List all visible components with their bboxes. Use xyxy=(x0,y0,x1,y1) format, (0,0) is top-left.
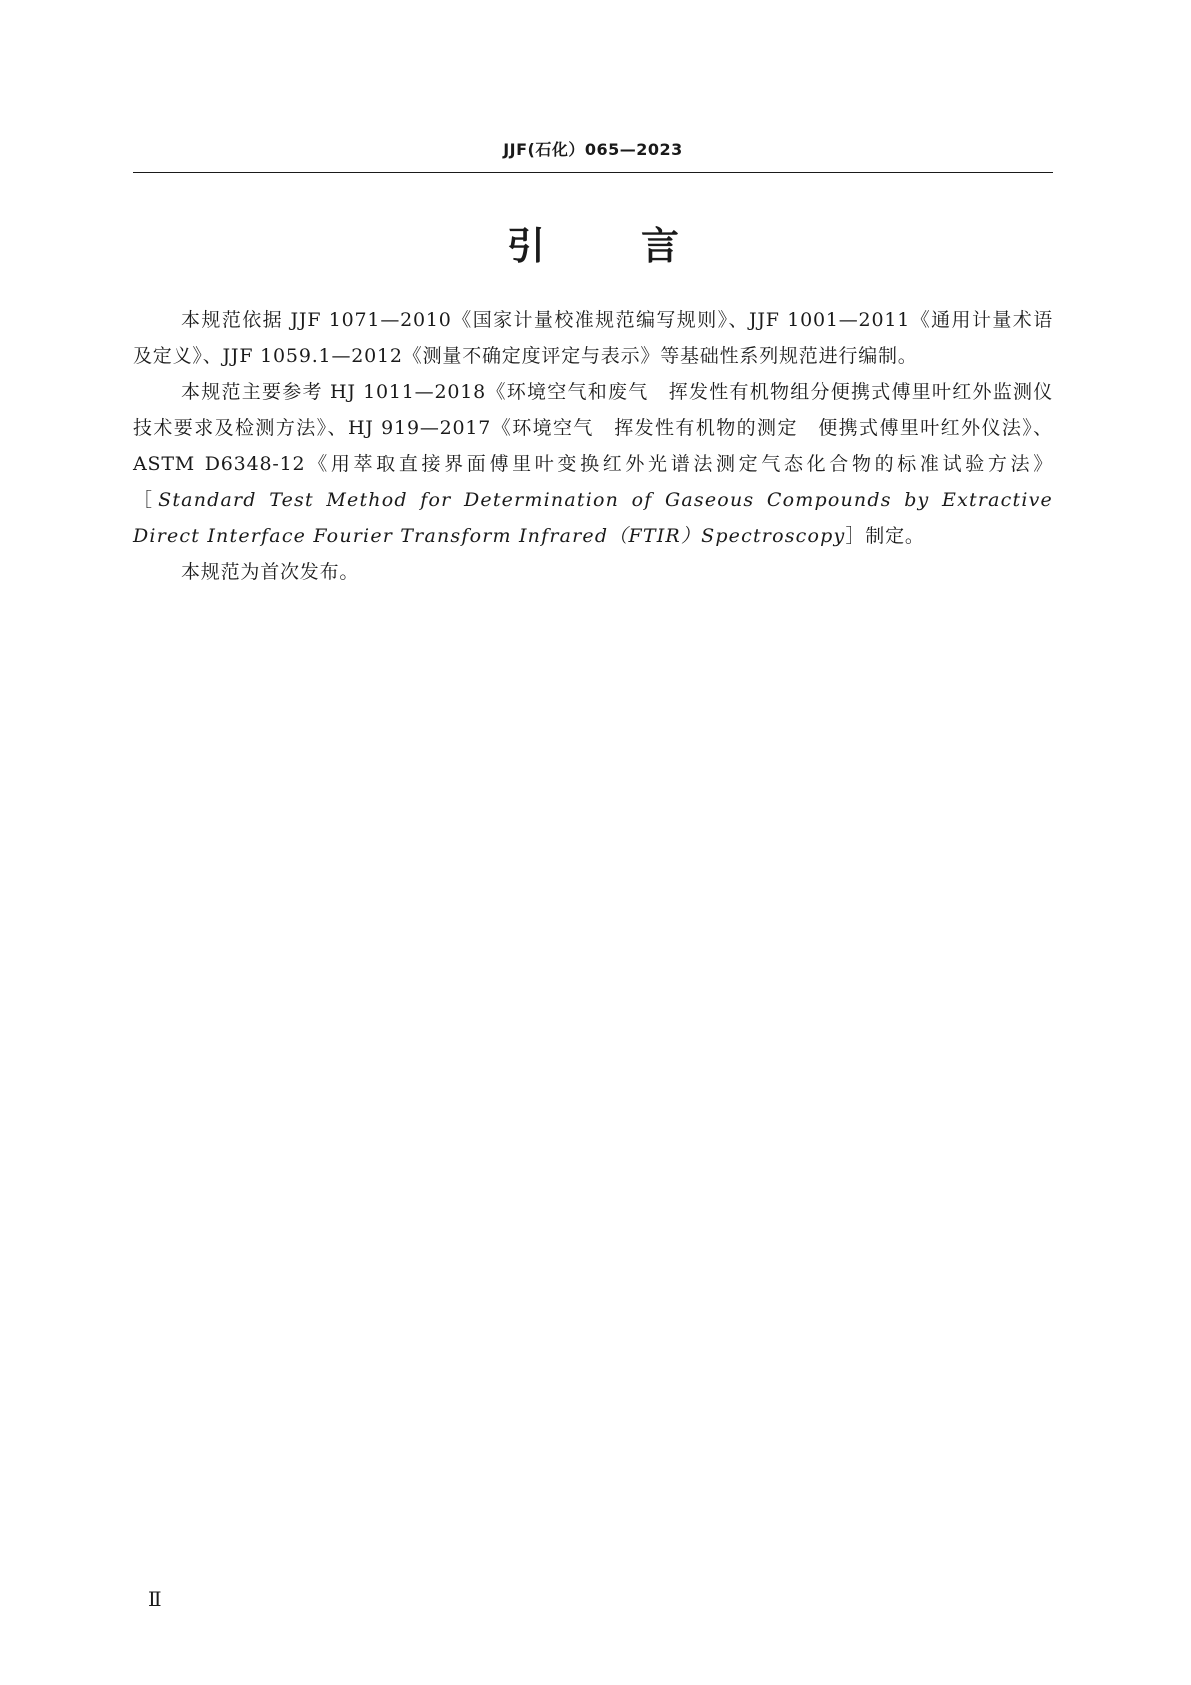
page-title-char-2: 言 xyxy=(641,224,680,268)
page-number: Ⅱ xyxy=(148,1587,162,1611)
paragraph-references-english-title: Standard Test Method for Determination of Gaseous Compounds by Extractive Direct Interface Fourier Transform Infrared（FTIR）Spectroscopy xyxy=(133,489,1053,547)
paragraph-first-release: 本规范为首次发布。 xyxy=(181,561,360,583)
paragraph-references xyxy=(133,374,1053,554)
foreword-body xyxy=(133,302,1053,590)
paragraph-references-ending: ］制定。 xyxy=(845,525,925,547)
paragraph-references-text: 本规范主要参考 HJ 1011—2018《环境空气和废气 挥发性有机物组分便携式傅里叶红外监测仪技术要求及检测方法》、HJ 919—2017《环境空气 挥发性有机物的测定 便携式傅里叶红外仪法》、ASTM D6348-12《用萃取直接界面傅里叶变换红外光谱法测定气态化合物的标准试验方法》［ xyxy=(133,381,1053,511)
page-title-char-1: 引 xyxy=(506,224,545,268)
page-title xyxy=(133,222,1053,270)
header-divider xyxy=(133,172,1053,173)
paragraph-basis: 本规范依据 JJF 1071—2010《国家计量校准规范编写规则》、JJF 1001—2011《通用计量术语及定义》、JJF 1059.1—2012《测量不确定度评定与表示》等基础性系列规范进行编制。 xyxy=(133,309,1053,367)
page-header-standard-code: JJF(石化）065—2023 xyxy=(503,140,683,159)
